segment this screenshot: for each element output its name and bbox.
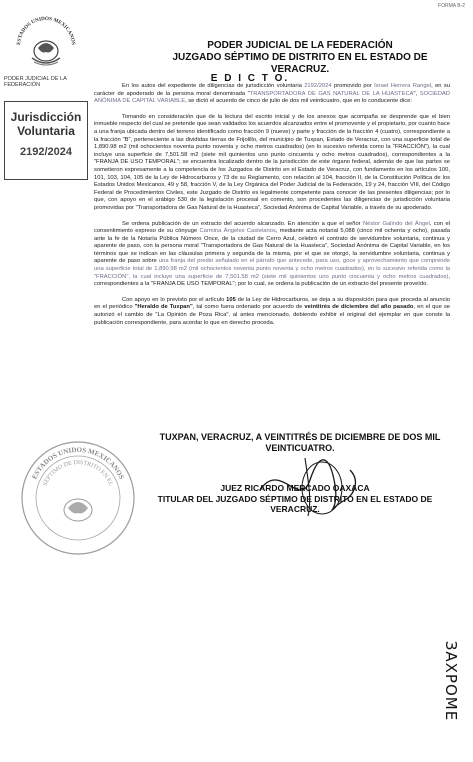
header-line-1: PODER JUDICIAL DE LA FEDERACIÓN bbox=[207, 40, 393, 51]
p1-text: , se dictó el acuerdo de cinco de julio de dos mil veinticuatro, que en lo conducente dice: bbox=[185, 98, 412, 105]
p3-text: , correspondientes a la "FRANJA DE USO TEMPORAL"; por lo cual, se ordena la publicación de un extracto del presente proveído. bbox=[94, 273, 450, 288]
p3-spouse-name: Carmina Ángeles Castelanos bbox=[199, 228, 276, 235]
seal-inner-text: SÉPTIMO DE DISTRITO EN EL bbox=[42, 459, 114, 487]
header-line-2: JUZGADO SÉPTIMO DE DISTRITO EN EL ESTADO DE VERACRUZ. bbox=[172, 52, 428, 75]
paragraph-1 bbox=[94, 83, 450, 106]
p1-text: ", bbox=[413, 90, 420, 97]
p1-company-type: SOCIEDAD ANÓNIMA DE CAPITAL VARIABLE bbox=[94, 90, 450, 105]
court-stamp-seal bbox=[18, 438, 138, 558]
p1-text: En los autos del expediente de diligencias de jurisdicción voluntaria bbox=[122, 83, 305, 89]
paragraph-2: Tomando en consideración que de la lectura del escrito inicial y de los anexos que acompaña se desprende que el bien inmueble respecto del cual se pretende que sean validados los acuerdos alcanzados entre el promovente y el propietario, por cuanto hace a una franja ubicada dentro del terreno identificado como fracción 9 (nueve) y parte y fracción de la fracción 4 (cuatro), correspondiente a la fracción "B", perteneciente a las divididas tierras de Frijolillo, del municipio de Tuxpan, Estado de Veracruz, con una superficie total de 1,890.98 m2 (mil ochocientos noventa punto noventa y ocho metros cuadrados) (en lo sucesivo referida como la "FRACCIÓN"), la cual incluye una superficie de 7,501.58 m2 (siete mil quinientos uno punto cincuenta y ocho metros cuadrados), correspondientes a la "FRANJA DE USO TEMPORAL"; se encuentra localizado dentro de la jurisdicción de este órgano federal, además de que las partes se sometieron expresamente a la competencia de los Juzgados de Distrito en el Estado de Veracruz, con fundamento en los artículos 100, 101, 103, 104, 105 de la Ley de Hidrocarburos y 73 de su Reglamento, con relación al 104, fracción II, de la Constitución Política de los Estados Unidos Mexicanos, 49 y 58, fracción V, de la Ley Orgánica del Poder Judicial de la Federación, 19 y 24, fracción VIII, del Código Federal de Procedimientos Civiles, este Juzgado de Distrito es legalmente competente para conocer de las presentes diligencias; por lo que, con apoyo en el arábigo 530 de la legislación procesal en comento, son procedentes las diligencias de jurisdicción voluntaria promovidas por "Transportadora de Gas Natural de la Huasteca", Sociedad Anónima de Capital Variable, a través de su apoderado. bbox=[94, 113, 450, 211]
p4-date: veintitrés de diciembre del año pasado bbox=[304, 304, 414, 311]
form-code: FORMA B-2 bbox=[438, 3, 465, 9]
signer-title-2: VERACRUZ. bbox=[270, 504, 320, 514]
place-date-line-1: TUXPAN, VERACRUZ, A VEINTITRÉS DE DICIEMBRE DE DOS MIL bbox=[159, 432, 441, 442]
paragraph-3 bbox=[94, 221, 450, 289]
mexican-coat-of-arms-seal bbox=[10, 6, 82, 78]
p3-text: Se ordena publicación de un extracto del acuerdo alcanzado. En atención a que el señor bbox=[122, 220, 363, 227]
p3-owner-name: Néstor Galindo del Ángel bbox=[363, 220, 430, 227]
p1-case-number: 2192/2024 bbox=[304, 83, 332, 89]
p1-text: , en su carácter de apoderado de la persona moral denominada " bbox=[94, 83, 451, 97]
signer-name: JUEZ RICARDO MERCADO OAXACA bbox=[220, 483, 370, 493]
side-brand-logo: ЗАХРОМЕ bbox=[441, 640, 460, 722]
p4-newspaper: "Heraldo de Tuxpan" bbox=[134, 304, 193, 311]
p3-text: , mediante acta notarial 5,088 (cinco mil ochenta y ocho), pasada ante la fe de la Notaría Pública Número Once, de la ciudad de Cerro Azul, celebró el contrato de servidumbre voluntaria, continua y aparente de paso, con la persona moral "Transportadora de Gas Natural de la Huasteca", Sociedad Anónima de Capital Variable, en los términos que se indican en las cláusulas primera y segunda de la misma, por el que se otorgó, la servidumbre voluntaria, continua y aparente de paso sobre bbox=[94, 228, 451, 265]
signer-title-1: TITULAR DEL JUZGADO SÉPTIMO DE DISTRITO EN EL ESTADO DE bbox=[157, 493, 433, 504]
document-title: E D I C T O. bbox=[210, 73, 290, 84]
p4-text: Con apoyo en lo previsto por el artículo bbox=[122, 296, 227, 303]
place-date-line-2: VEINTICUATRO. bbox=[265, 443, 335, 453]
p3-land-description: una franja del predio señalado en el párrafo que antecede, para uso, goce y aprovechamiento que comprende una superficie total de 1,890.98 m2 (mil ochocientos noventa punto noventa y ocho metros cuadrados), en lo sucesivo referida como la "FRACCIÓN", la cual incluye una superficie de 7,501.58 m2 (siete mil quinientos uno punto cincuenta y ocho metros cuadrados) bbox=[94, 258, 450, 280]
p4-article: 105 bbox=[226, 296, 236, 303]
p3-text: , con el consentimiento expreso de su cónyuge bbox=[94, 220, 450, 235]
seal-top-text: ESTADOS UNIDOS MEXICANOS bbox=[15, 15, 77, 46]
jurisdiction-label-1: Jurisdicción bbox=[10, 110, 82, 124]
jurisdiction-label-2: Voluntaria bbox=[17, 124, 75, 138]
document-body bbox=[94, 83, 450, 335]
p1-company-name: TRANSPORTADORA DE GAS NATURAL DE LA HUASTECA bbox=[249, 90, 414, 97]
p4-text: , tal como fuera ordenado por acuerdo de bbox=[192, 304, 305, 311]
seal-outer-text: ESTADOS UNIDOS MEXICANOS bbox=[30, 445, 126, 481]
signer-block bbox=[140, 483, 450, 515]
place-and-date bbox=[150, 432, 450, 454]
p4-text: , en el que se autorizó el cambio de "La Opinión de Poza Rica", al antes mencionado, debiendo exhibir el original del ejemplar en que conste la publicación correspondiente, para acordar lo que en derecho proceda. bbox=[94, 304, 450, 326]
jurisdiction-box bbox=[4, 101, 88, 180]
case-number: 2192/2024 bbox=[20, 146, 72, 158]
p1-text: promovido por bbox=[331, 83, 375, 89]
institution-label: PODER JUDICIAL DE LA FEDERACIÓN bbox=[4, 76, 67, 88]
document-header bbox=[150, 40, 450, 76]
p1-promoter-name: Israel Herrera Rangel bbox=[374, 83, 432, 89]
p4-text: de la Ley de Hidrocarburos, se deja a su disposición para que proceda al anuncio en el periódico bbox=[94, 296, 450, 311]
paragraph-4 bbox=[94, 297, 450, 327]
